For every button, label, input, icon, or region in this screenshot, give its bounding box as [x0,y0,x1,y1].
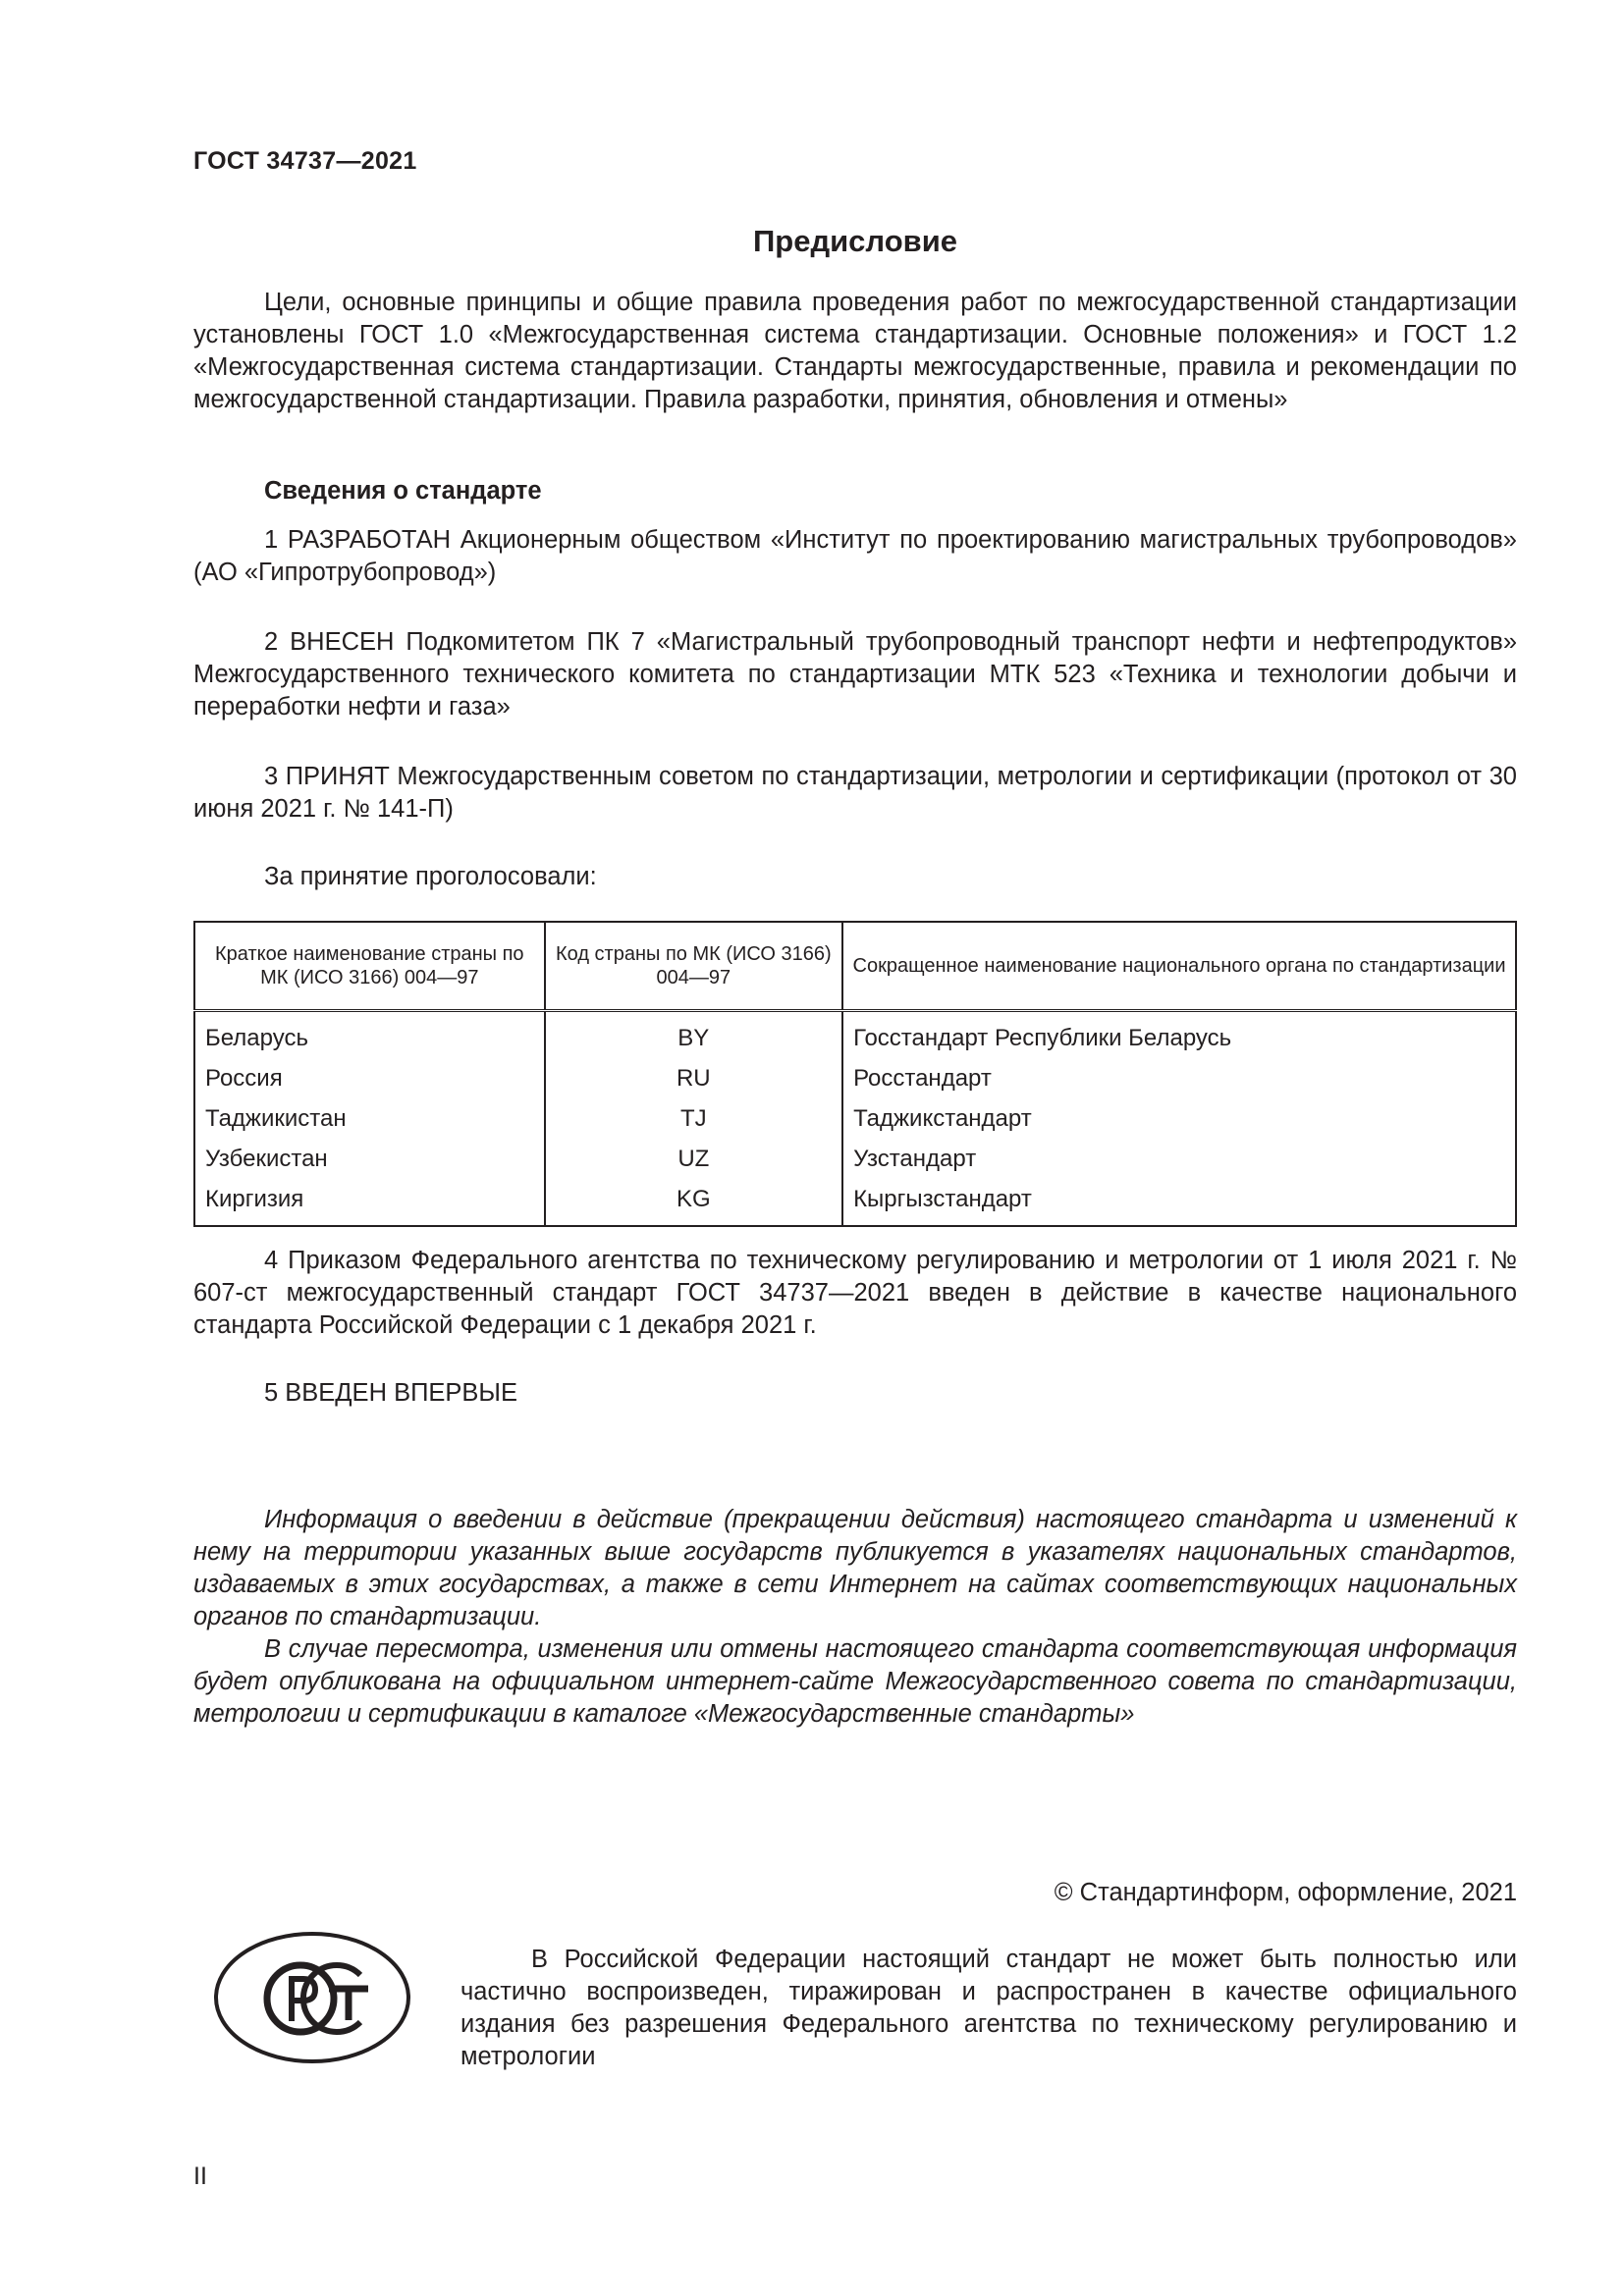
document-code: ГОСТ 34737—2021 [193,147,417,175]
item-2: 2 ВНЕСЕН Подкомитетом ПК 7 «Магистральный трубопроводный транспорт нефти и нефтепродуктов» Межгосударственного технического комитета по стандартизации МТК 523 «Техника и технологии добычи и переработки нефти и газа» [193,628,1517,721]
intro-section [193,287,1517,416]
body-cell: Госстандарт Республики Беларусь [842,1011,1516,1059]
item-1: 1 РАЗРАБОТАН Акционерным обществом «Институт по проектированию магистральных трубопроводов» (АО «Гипротрубопровод») [193,526,1517,586]
notice-paragraph-1: Информация о введении в действие (прекращении действия) настоящего стандарта и изменений к нему на территории указанных выше государств публикуется в указателях национальных стандартов, издаваемых в этих государствах, а также в сети Интернет на сайтах соответствующих национальных органов по стандартизации. [193,1506,1517,1630]
voted-label: За принятие проголосовали: [264,863,597,890]
info-heading-block [193,475,1517,507]
country-cell: Таджикистан [205,1104,347,1132]
code-cell: RU [545,1058,843,1098]
table-header-row [194,922,1516,1011]
country-cell: Беларусь [205,1024,308,1051]
table-row [194,1179,1516,1226]
info-heading: Сведения о стандарте [264,477,542,505]
page-number: II [193,2163,207,2190]
table-row [194,1139,1516,1179]
body-cell: Таджикстандарт [842,1098,1516,1139]
item-2-block [193,626,1517,723]
body-cell: Узстандарт [842,1139,1516,1179]
column-header-code: Код страны по МК (ИСО 3166) 004—97 [545,922,843,1011]
table-row [194,1011,1516,1059]
item-4: 4 Приказом Федерального агентства по техническому регулированию и метрологии от 1 июля 2021 г. № 607-ст межгосударственный стандарт ГОСТ 34737—2021 введен в действие в качестве национального стандарта Российской Федерации с 1 декабря 2021 г. [193,1247,1517,1339]
column-header-body: Сокращенное наименование национального органа по стандартизации [842,922,1516,1011]
item-4-block [193,1245,1517,1342]
item-1-block [193,524,1517,589]
body-cell: Кыргызстандарт [842,1179,1516,1226]
intro-paragraph: Цели, основные принципы и общие правила проведения работ по межгосударственной стандартизации установлены ГОСТ 1.0 «Межгосударственная система стандартизации. Основные положения» и ГОСТ 1.2 «Межгосударственная система стандартизации. Стандарты межгосударственные, правила и рекомендации по межгосударственной стандартизации. Правила разработки, принятия, обновления и отмены» [193,289,1517,413]
country-cell: Россия [205,1064,283,1092]
notice-block [193,1504,1517,1731]
country-cell: Узбекистан [205,1145,328,1172]
notice-paragraph-2: В случае пересмотра, изменения или отмены настоящего стандарта соответствующая информация будет опубликована на официальном интернет-сайте Межгосударственного совета по стандартизации, метрологии и сертификации в каталоге «Межгосударственные стандарты» [193,1635,1517,1728]
voted-label-block [193,861,1517,893]
code-cell: UZ [545,1139,843,1179]
legal-notice: В Российской Федерации настоящий стандарт не может быть полностью или частично воспроизведен, тиражирован и распространен в качестве официального издания без разрешения Федерального агентства по техническому регулированию и метрологии [460,1946,1517,2070]
country-cell: Киргизия [205,1185,304,1212]
item-5: 5 ВВЕДЕН ВПЕРВЫЕ [264,1379,518,1407]
copyright-notice: © Стандартинформ, оформление, 2021 [1054,1879,1517,1906]
table-row [194,1098,1516,1139]
item-3: 3 ПРИНЯТ Межгосударственным советом по стандартизации, метрологии и сертификации (протокол от 30 июня 2021 г. № 141-П) [193,763,1517,823]
item-5-block [193,1377,1517,1410]
code-cell: KG [545,1179,843,1226]
code-cell: TJ [545,1098,843,1139]
body-cell: Росстандарт [842,1058,1516,1098]
rst-certification-mark-icon [213,1930,411,2070]
table-row [194,1058,1516,1098]
item-3-block [193,761,1517,826]
code-cell: BY [545,1011,843,1059]
page-title: Предисловие [752,224,957,258]
column-header-country: Краткое наименование страны по МК (ИСО 3166) 004—97 [194,922,545,1011]
votes-table [193,921,1517,1227]
